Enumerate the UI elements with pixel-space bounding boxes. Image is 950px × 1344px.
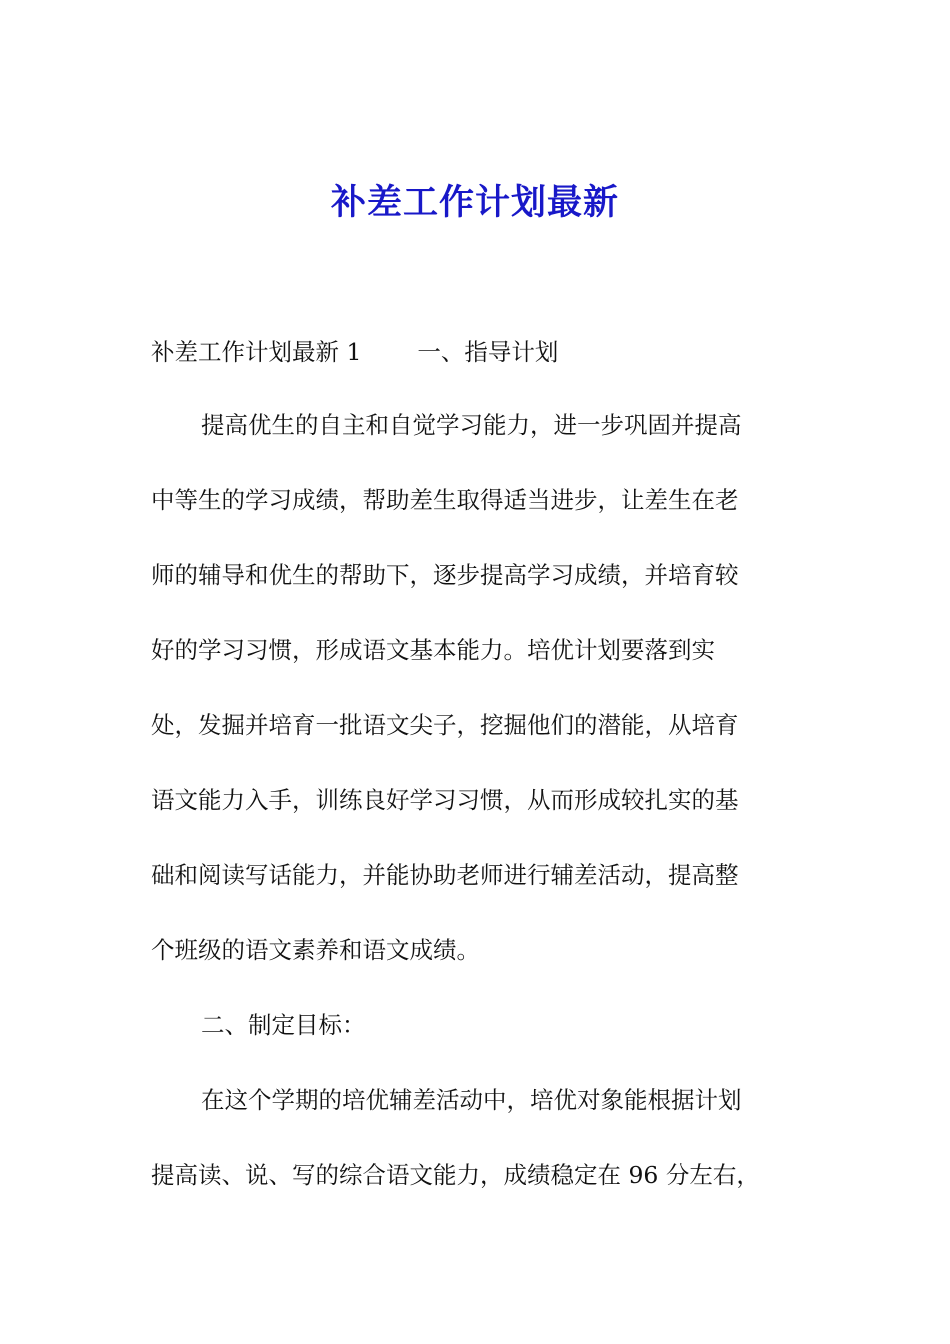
heading-line xyxy=(151,335,801,369)
paragraph-line: 中等生的学习成绩，帮助差生取得适当进步，让差生在老 xyxy=(151,486,739,514)
paragraph-line: 提高优生的自主和自觉学习能力，进一步巩固并提高 xyxy=(201,411,742,439)
plan-subtitle: 补差工作计划最新 1 xyxy=(151,338,362,366)
paragraph-line: 在这个学期的培优辅差活动中，培优对象能根据计划 xyxy=(201,1086,742,1114)
paragraph-line: 提高读、说、写的综合语文能力，成绩稳定在 96 分左右， xyxy=(151,1161,760,1189)
section-heading-2: 二、制定目标： xyxy=(201,1011,366,1039)
document-title: 补差工作计划最新 xyxy=(330,182,619,223)
paragraph-line: 好的学习习惯，形成语文基本能力。培优计划要落到实 xyxy=(151,636,715,664)
paragraph-line: 处，发掘并培育一批语文尖子，挖掘他们的潜能，从培育 xyxy=(151,711,739,739)
paragraph-line: 语文能力入手，训练良好学习习惯，从而形成较扎实的基 xyxy=(151,786,739,814)
paragraph-line: 础和阅读写话能力，并能协助老师进行辅差活动，提高整 xyxy=(151,861,739,889)
paragraph-line: 师的辅导和优生的帮助下，逐步提高学习成绩，并培育较 xyxy=(151,561,739,589)
section-heading-1: 一、指导计划 xyxy=(417,338,559,366)
paragraph-line: 个班级的语文素养和语文成绩。 xyxy=(151,936,480,964)
